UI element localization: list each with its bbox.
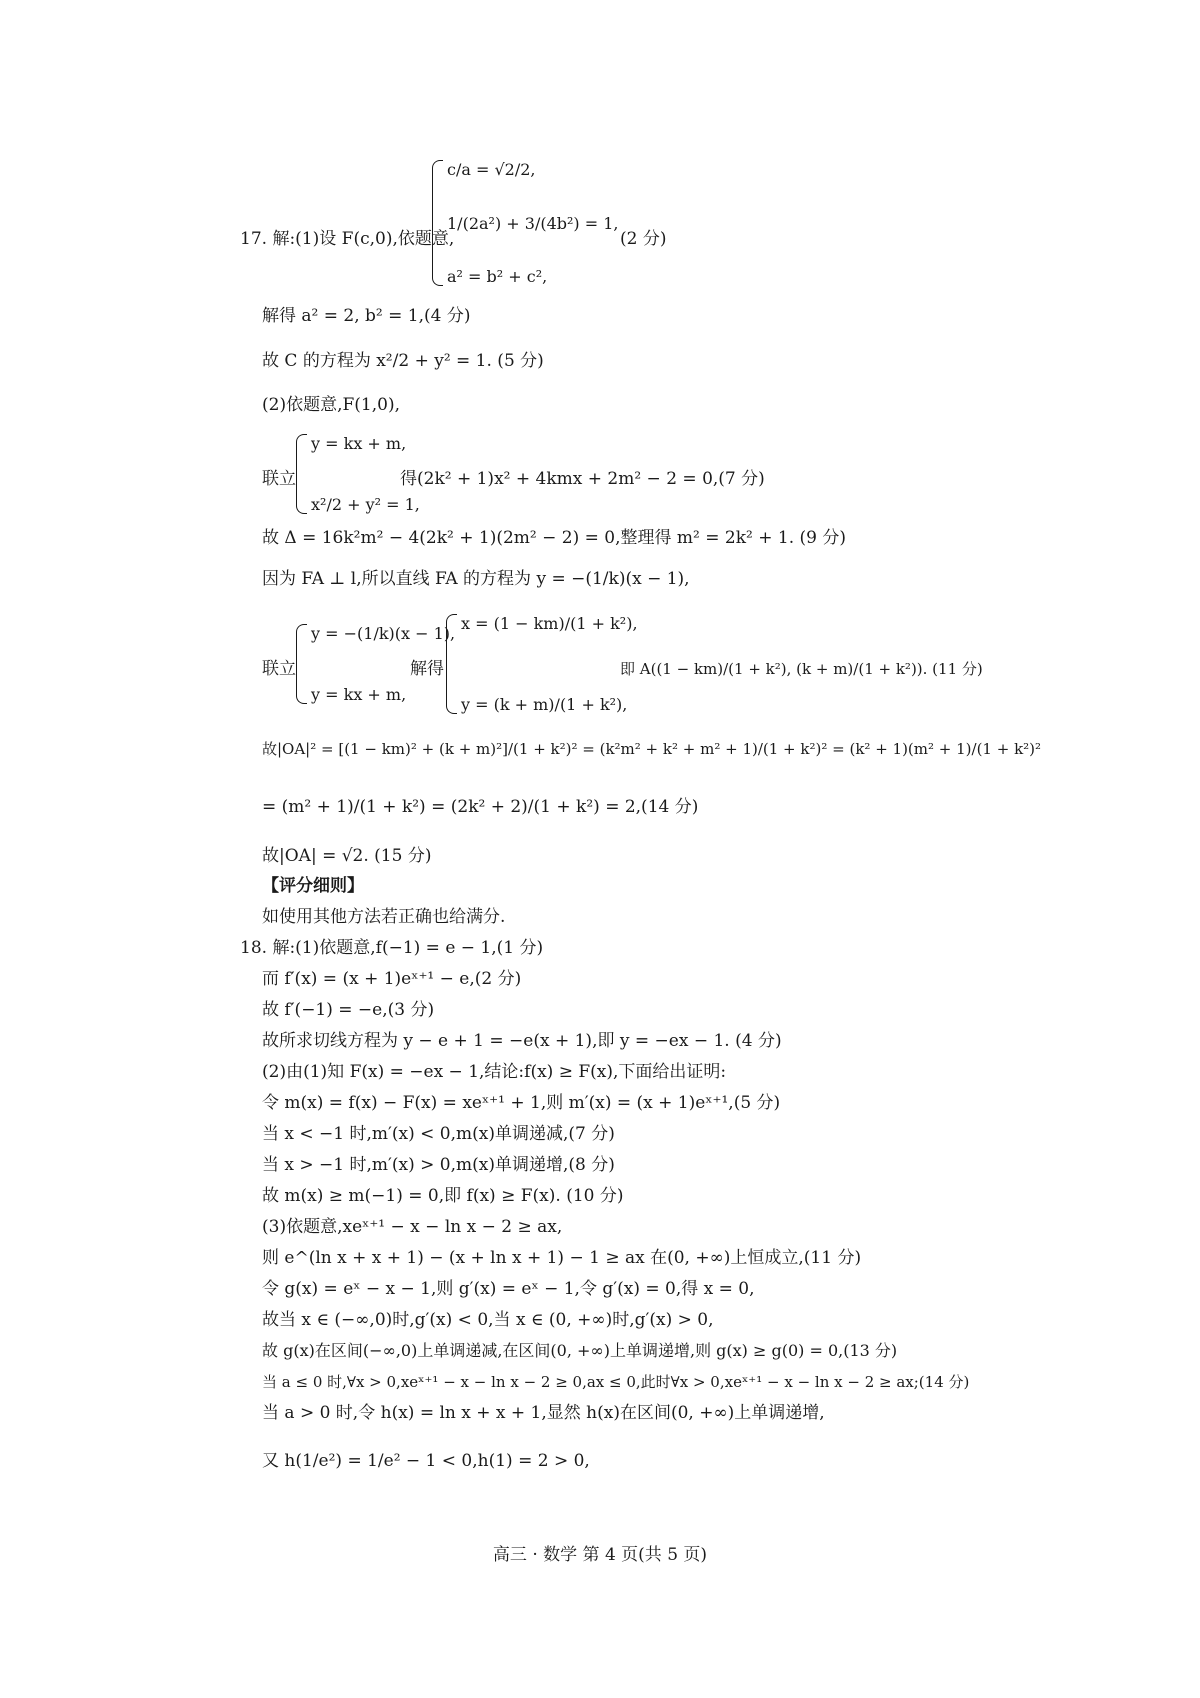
p17-sys3-row: y = −(1/k)(x − 1), <box>311 624 456 643</box>
p18-line: 当 x > −1 时,m′(x) > 0,m(x)单调递增,(8 分) <box>262 1155 615 1175</box>
brace-icon <box>446 614 457 714</box>
p18-line: 当 a > 0 时,令 h(x) = ln x + x + 1,显然 h(x)在区间(0, +∞)上单调递增, <box>262 1403 825 1423</box>
brace-icon <box>432 160 443 286</box>
p18-line: (3)依题意,xeˣ⁺¹ − x − ln x − 2 ≥ ax, <box>262 1217 563 1237</box>
p18-line: 故 m(x) ≥ m(−1) = 0,即 f(x) ≥ F(x). (10 分) <box>262 1186 624 1206</box>
p17-sys2-row: x²/2 + y² = 1, <box>311 495 420 514</box>
p17-sys2-row: y = kx + m, <box>311 434 407 453</box>
p17-system-1 <box>432 160 619 286</box>
p17-line: 因为 FA ⊥ l,所以直线 FA 的方程为 y = −(1/k)(x − 1), <box>262 569 690 589</box>
p17-line-suffix: 得(2k² + 1)x² + 4kmx + 2m² − 2 = 0,(7 分) <box>400 469 765 489</box>
brace-icon <box>296 434 307 514</box>
p17-score-1: (2 分) <box>620 229 667 249</box>
p17-sys1-row: a² = b² + c², <box>447 267 548 286</box>
p17-line: 故|OA| = √2. (15 分) <box>262 846 432 866</box>
p17-line-prefix: 联立 <box>262 469 296 489</box>
p17-sol-row: y = (k + m)/(1 + k²), <box>461 695 628 714</box>
p18-line: 又 h(1/e²) = 1/e² − 1 < 0,h(1) = 2 > 0, <box>262 1451 590 1471</box>
p18-line: 故当 x ∈ (−∞,0)时,g′(x) < 0,当 x ∈ (0, +∞)时,g′(x) > 0, <box>262 1310 714 1330</box>
p17-line: 解得 a² = 2, b² = 1,(4 分) <box>262 306 471 326</box>
rubric-title: 【评分细则】 <box>262 876 364 896</box>
p17-line: 故|OA|² = [(1 − km)² + (k + m)²]/(1 + k²)² = (k²m² + k² + m² + 1)/(1 + k²)² = (k² + 1)(m² + 1)/(1 + k²)² <box>262 740 1042 758</box>
p17-sys1-row: c/a = √2/2, <box>447 160 536 179</box>
p17-line-mid: 解得 <box>410 659 444 679</box>
p17-intro: 17. 解:(1)设 F(c,0),依题意, <box>240 229 455 249</box>
p18-line: 令 m(x) = f(x) − F(x) = xeˣ⁺¹ + 1,则 m′(x) = (x + 1)eˣ⁺¹,(5 分) <box>262 1093 781 1113</box>
p18-line: 当 a ≤ 0 时,∀x > 0,xeˣ⁺¹ − x − ln x − 2 ≥ 0,ax ≤ 0,此时∀x > 0,xeˣ⁺¹ − x − ln x − 2 ≥ ax;(14 分) <box>262 1373 970 1391</box>
p18-line: 故所求切线方程为 y − e + 1 = −e(x + 1),即 y = −ex − 1. (4 分) <box>262 1031 782 1051</box>
brace-icon <box>296 624 307 704</box>
p18-line: 而 f′(x) = (x + 1)eˣ⁺¹ − e,(2 分) <box>262 969 522 989</box>
p17-line: = (m² + 1)/(1 + k²) = (2k² + 2)/(1 + k²) = 2,(14 分) <box>262 797 699 817</box>
page-footer: 高三 · 数学 第 4 页(共 5 页) <box>492 1545 708 1565</box>
p18-line: 当 x < −1 时,m′(x) < 0,m(x)单调递减,(7 分) <box>262 1124 615 1144</box>
p18-line: (2)由(1)知 F(x) = −ex − 1,结论:f(x) ≥ F(x),下面给出证明: <box>262 1062 727 1082</box>
p17-line: (2)依题意,F(1,0), <box>262 395 400 415</box>
p18-line: 令 g(x) = eˣ − x − 1,则 g′(x) = eˣ − 1,令 g′(x) = 0,得 x = 0, <box>262 1279 755 1299</box>
p18-line: 18. 解:(1)依题意,f(−1) = e − 1,(1 分) <box>240 938 544 958</box>
p18-line: 故 g(x)在区间(−∞,0)上单调递减,在区间(0, +∞)上单调递增,则 g(x) ≥ g(0) = 0,(13 分) <box>262 1341 898 1360</box>
p17-solution <box>446 614 638 714</box>
p18-line: 故 f′(−1) = −e,(3 分) <box>262 1000 435 1020</box>
p17-sol-row: x = (1 − km)/(1 + k²), <box>461 614 638 633</box>
p17-line: 故 Δ = 16k²m² − 4(2k² + 1)(2m² − 2) = 0,整理得 m² = 2k² + 1. (9 分) <box>262 528 846 548</box>
p17-sys1-row: 1/(2a²) + 3/(4b²) = 1, <box>447 213 619 233</box>
p17-line-suffix: 即 A((1 − km)/(1 + k²), (k + m)/(1 + k²)). (11 分) <box>620 660 983 678</box>
p17-line: 故 C 的方程为 x²/2 + y² = 1. (5 分) <box>262 351 544 371</box>
p17-line-prefix: 联立 <box>262 659 296 679</box>
p18-line: 则 e^(ln x + x + 1) − (x + ln x + 1) − 1 ≥ ax 在(0, +∞)上恒成立,(11 分) <box>262 1248 862 1268</box>
p17-sys3-row: y = kx + m, <box>311 685 407 704</box>
rubric-text: 如使用其他方法若正确也给满分. <box>262 907 506 927</box>
